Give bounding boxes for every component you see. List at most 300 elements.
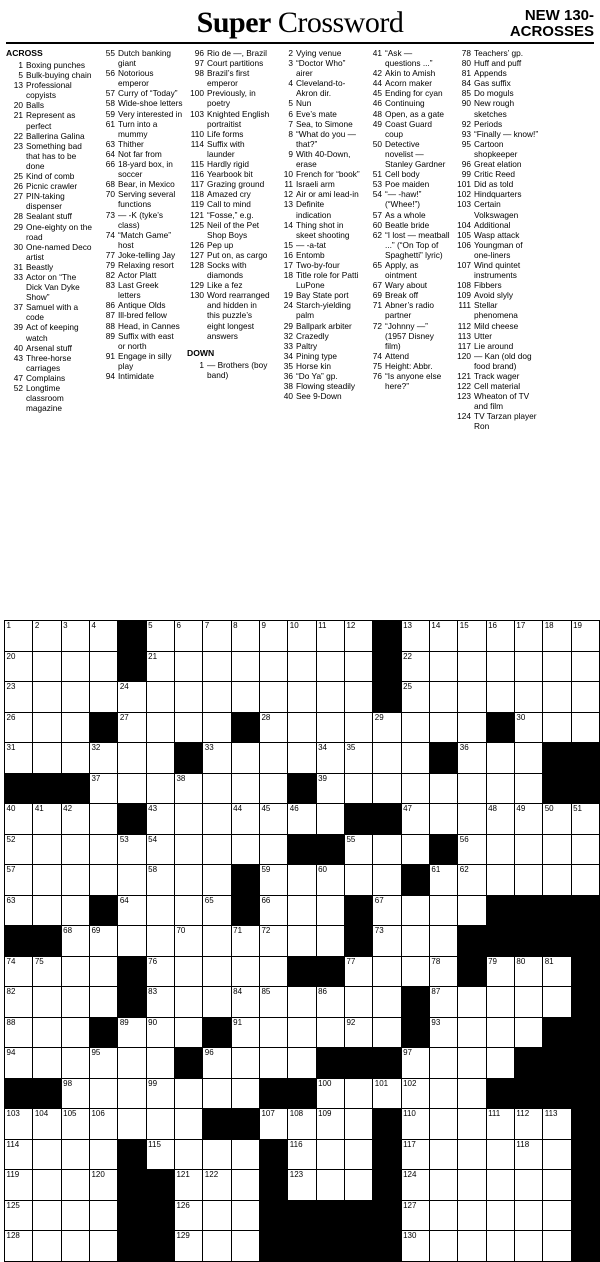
grid-cell[interactable]: [146, 865, 174, 896]
grid-cell[interactable]: [259, 682, 287, 713]
grid-cell[interactable]: [33, 1109, 61, 1140]
grid-cell[interactable]: [458, 1078, 486, 1109]
grid-cell[interactable]: [316, 926, 344, 957]
grid-cell[interactable]: [146, 834, 174, 865]
grid-cell[interactable]: [543, 1109, 571, 1140]
grid-cell[interactable]: [89, 956, 117, 987]
grid-cell[interactable]: [231, 804, 259, 835]
crossword-grid[interactable]: [4, 620, 600, 1262]
grid-cell[interactable]: [288, 987, 316, 1018]
grid-cell[interactable]: [146, 804, 174, 835]
grid-cell[interactable]: [89, 1139, 117, 1170]
grid-cell[interactable]: [203, 804, 231, 835]
grid-cell[interactable]: [5, 712, 33, 743]
grid-cell[interactable]: [5, 804, 33, 835]
grid-cell[interactable]: [61, 834, 89, 865]
grid-cell[interactable]: [5, 865, 33, 896]
grid-cell[interactable]: [486, 1048, 514, 1079]
grid-cell[interactable]: [33, 743, 61, 774]
grid-cell[interactable]: [5, 682, 33, 713]
grid-cell[interactable]: [316, 682, 344, 713]
grid-cell[interactable]: [344, 956, 372, 987]
grid-cell[interactable]: [5, 1231, 33, 1262]
grid-cell[interactable]: [33, 682, 61, 713]
grid-cell[interactable]: [514, 804, 542, 835]
grid-cell[interactable]: [401, 1139, 429, 1170]
grid-cell[interactable]: [89, 651, 117, 682]
grid-cell[interactable]: [259, 651, 287, 682]
grid-cell[interactable]: [203, 926, 231, 957]
grid-cell[interactable]: [429, 1231, 457, 1262]
grid-cell[interactable]: [316, 1139, 344, 1170]
grid-cell[interactable]: [543, 865, 571, 896]
grid-cell[interactable]: [231, 743, 259, 774]
grid-cell[interactable]: [344, 712, 372, 743]
grid-cell[interactable]: [61, 1017, 89, 1048]
grid-cell[interactable]: [5, 895, 33, 926]
grid-cell[interactable]: [231, 773, 259, 804]
grid-cell[interactable]: [174, 987, 202, 1018]
grid-cell[interactable]: [174, 682, 202, 713]
grid-cell[interactable]: [344, 1109, 372, 1140]
grid-cell[interactable]: [486, 773, 514, 804]
grid-cell[interactable]: [146, 773, 174, 804]
grid-cell[interactable]: [231, 1200, 259, 1231]
grid-cell[interactable]: [429, 1109, 457, 1140]
grid-cell[interactable]: [118, 834, 146, 865]
grid-cell[interactable]: [288, 1109, 316, 1140]
grid-cell[interactable]: [5, 987, 33, 1018]
grid-cell[interactable]: [458, 773, 486, 804]
grid-cell[interactable]: [486, 1109, 514, 1140]
grid-cell[interactable]: [458, 804, 486, 835]
grid-cell[interactable]: [543, 804, 571, 835]
grid-cell[interactable]: [514, 1139, 542, 1170]
grid-cell[interactable]: [33, 987, 61, 1018]
grid-cell[interactable]: [33, 1139, 61, 1170]
grid-cell[interactable]: [89, 1048, 117, 1079]
grid-cell[interactable]: [33, 865, 61, 896]
grid-cell[interactable]: [514, 621, 542, 652]
grid-cell[interactable]: [429, 956, 457, 987]
grid-cell[interactable]: [259, 834, 287, 865]
grid-cell[interactable]: [5, 956, 33, 987]
grid-cell[interactable]: [259, 1017, 287, 1048]
grid-cell[interactable]: [429, 682, 457, 713]
grid-cell[interactable]: [61, 682, 89, 713]
grid-cell[interactable]: [5, 834, 33, 865]
grid-cell[interactable]: [401, 1048, 429, 1079]
grid-cell[interactable]: [203, 865, 231, 896]
grid-cell[interactable]: [89, 1231, 117, 1262]
grid-cell[interactable]: [458, 651, 486, 682]
grid-cell[interactable]: [401, 1200, 429, 1231]
grid-cell[interactable]: [203, 1170, 231, 1201]
grid-cell[interactable]: [146, 712, 174, 743]
grid-cell[interactable]: [33, 1048, 61, 1079]
grid-cell[interactable]: [316, 804, 344, 835]
grid-cell[interactable]: [429, 1200, 457, 1231]
grid-cell[interactable]: [458, 987, 486, 1018]
grid-cell[interactable]: [543, 834, 571, 865]
grid-cell[interactable]: [316, 621, 344, 652]
grid-cell[interactable]: [458, 1139, 486, 1170]
grid-cell[interactable]: [514, 956, 542, 987]
grid-cell[interactable]: [146, 682, 174, 713]
grid-cell[interactable]: [429, 1078, 457, 1109]
grid-cell[interactable]: [401, 895, 429, 926]
grid-cell[interactable]: [259, 956, 287, 987]
grid-cell[interactable]: [401, 834, 429, 865]
grid-cell[interactable]: [373, 834, 401, 865]
grid-cell[interactable]: [259, 987, 287, 1018]
grid-cell[interactable]: [231, 1017, 259, 1048]
grid-cell[interactable]: [373, 865, 401, 896]
grid-cell[interactable]: [203, 773, 231, 804]
grid-cell[interactable]: [146, 1017, 174, 1048]
grid-cell[interactable]: [259, 895, 287, 926]
grid-cell[interactable]: [61, 987, 89, 1018]
grid-cell[interactable]: [203, 834, 231, 865]
grid-cell[interactable]: [514, 987, 542, 1018]
grid-cell[interactable]: [33, 1017, 61, 1048]
grid-cell[interactable]: [514, 682, 542, 713]
grid-cell[interactable]: [486, 1017, 514, 1048]
grid-cell[interactable]: [514, 651, 542, 682]
grid-cell[interactable]: [543, 1139, 571, 1170]
grid-cell[interactable]: [231, 926, 259, 957]
grid-cell[interactable]: [458, 1170, 486, 1201]
grid-cell[interactable]: [61, 956, 89, 987]
grid-cell[interactable]: [514, 743, 542, 774]
grid-cell[interactable]: [33, 621, 61, 652]
grid-cell[interactable]: [33, 834, 61, 865]
grid-cell[interactable]: [118, 1109, 146, 1140]
grid-cell[interactable]: [5, 1170, 33, 1201]
grid-cell[interactable]: [61, 1048, 89, 1079]
grid-cell[interactable]: [33, 956, 61, 987]
grid-cell[interactable]: [401, 682, 429, 713]
grid-cell[interactable]: [33, 712, 61, 743]
grid-cell[interactable]: [61, 1109, 89, 1140]
grid-cell[interactable]: [571, 651, 599, 682]
grid-cell[interactable]: [61, 895, 89, 926]
grid-cell[interactable]: [458, 895, 486, 926]
grid-cell[interactable]: [316, 743, 344, 774]
grid-cell[interactable]: [429, 987, 457, 1018]
grid-cell[interactable]: [61, 1200, 89, 1231]
grid-cell[interactable]: [118, 926, 146, 957]
grid-cell[interactable]: [231, 651, 259, 682]
grid-cell[interactable]: [89, 773, 117, 804]
grid-cell[interactable]: [118, 712, 146, 743]
grid-cell[interactable]: [231, 1078, 259, 1109]
grid-cell[interactable]: [33, 1231, 61, 1262]
grid-cell[interactable]: [89, 1109, 117, 1140]
grid-cell[interactable]: [288, 621, 316, 652]
grid-cell[interactable]: [146, 651, 174, 682]
grid-cell[interactable]: [316, 1170, 344, 1201]
grid-cell[interactable]: [458, 621, 486, 652]
grid-cell[interactable]: [316, 1109, 344, 1140]
grid-cell[interactable]: [146, 1139, 174, 1170]
grid-cell[interactable]: [458, 712, 486, 743]
grid-cell[interactable]: [401, 621, 429, 652]
grid-cell[interactable]: [231, 1170, 259, 1201]
grid-cell[interactable]: [316, 773, 344, 804]
grid-cell[interactable]: [571, 865, 599, 896]
grid-cell[interactable]: [259, 804, 287, 835]
grid-cell[interactable]: [5, 621, 33, 652]
grid-cell[interactable]: [203, 743, 231, 774]
grid-cell[interactable]: [259, 1109, 287, 1140]
grid-cell[interactable]: [401, 1170, 429, 1201]
grid-cell[interactable]: [344, 651, 372, 682]
grid-cell[interactable]: [401, 651, 429, 682]
grid-cell[interactable]: [429, 804, 457, 835]
grid-cell[interactable]: [203, 682, 231, 713]
grid-cell[interactable]: [231, 1231, 259, 1262]
grid-cell[interactable]: [486, 1200, 514, 1231]
grid-cell[interactable]: [288, 1048, 316, 1079]
grid-cell[interactable]: [429, 895, 457, 926]
grid-cell[interactable]: [373, 926, 401, 957]
grid-cell[interactable]: [373, 773, 401, 804]
grid-cell[interactable]: [259, 712, 287, 743]
grid-cell[interactable]: [33, 1170, 61, 1201]
grid-cell[interactable]: [429, 621, 457, 652]
grid-cell[interactable]: [89, 682, 117, 713]
grid-cell[interactable]: [486, 1231, 514, 1262]
grid-cell[interactable]: [344, 834, 372, 865]
grid-cell[interactable]: [543, 987, 571, 1018]
grid-cell[interactable]: [174, 1170, 202, 1201]
grid-cell[interactable]: [5, 1109, 33, 1140]
grid-cell[interactable]: [33, 651, 61, 682]
grid-cell[interactable]: [231, 1048, 259, 1079]
grid-cell[interactable]: [514, 1200, 542, 1231]
grid-cell[interactable]: [259, 926, 287, 957]
grid-cell[interactable]: [344, 743, 372, 774]
grid-cell[interactable]: [33, 1200, 61, 1231]
grid-cell[interactable]: [486, 987, 514, 1018]
grid-cell[interactable]: [118, 1078, 146, 1109]
grid-cell[interactable]: [288, 743, 316, 774]
grid-cell[interactable]: [429, 651, 457, 682]
grid-cell[interactable]: [458, 743, 486, 774]
grid-cell[interactable]: [429, 1139, 457, 1170]
grid-cell[interactable]: [146, 743, 174, 774]
grid-cell[interactable]: [146, 1078, 174, 1109]
grid-cell[interactable]: [486, 743, 514, 774]
grid-cell[interactable]: [61, 1139, 89, 1170]
grid-cell[interactable]: [174, 926, 202, 957]
grid-cell[interactable]: [514, 1170, 542, 1201]
grid-cell[interactable]: [543, 956, 571, 987]
grid-cell[interactable]: [458, 1109, 486, 1140]
grid-cell[interactable]: [118, 773, 146, 804]
grid-cell[interactable]: [146, 1109, 174, 1140]
grid-cell[interactable]: [288, 651, 316, 682]
grid-cell[interactable]: [401, 804, 429, 835]
grid-cell[interactable]: [288, 865, 316, 896]
grid-cell[interactable]: [89, 1200, 117, 1231]
grid-cell[interactable]: [373, 895, 401, 926]
grid-cell[interactable]: [174, 621, 202, 652]
grid-cell[interactable]: [203, 1048, 231, 1079]
grid-cell[interactable]: [316, 987, 344, 1018]
grid-cell[interactable]: [429, 773, 457, 804]
grid-cell[interactable]: [486, 621, 514, 652]
grid-cell[interactable]: [33, 895, 61, 926]
grid-cell[interactable]: [33, 804, 61, 835]
grid-cell[interactable]: [203, 651, 231, 682]
grid-cell[interactable]: [373, 743, 401, 774]
grid-cell[interactable]: [373, 956, 401, 987]
grid-cell[interactable]: [61, 743, 89, 774]
grid-cell[interactable]: [458, 1231, 486, 1262]
grid-cell[interactable]: [203, 895, 231, 926]
grid-cell[interactable]: [146, 1048, 174, 1079]
grid-cell[interactable]: [543, 1200, 571, 1231]
grid-cell[interactable]: [61, 804, 89, 835]
grid-cell[interactable]: [118, 1017, 146, 1048]
grid-cell[interactable]: [344, 987, 372, 1018]
grid-cell[interactable]: [146, 987, 174, 1018]
grid-cell[interactable]: [288, 712, 316, 743]
grid-cell[interactable]: [174, 834, 202, 865]
grid-cell[interactable]: [259, 621, 287, 652]
grid-cell[interactable]: [89, 743, 117, 774]
grid-cell[interactable]: [288, 804, 316, 835]
grid-cell[interactable]: [288, 1170, 316, 1201]
grid-cell[interactable]: [231, 956, 259, 987]
grid-cell[interactable]: [486, 804, 514, 835]
grid-cell[interactable]: [61, 926, 89, 957]
grid-cell[interactable]: [373, 1078, 401, 1109]
grid-cell[interactable]: [429, 1170, 457, 1201]
grid-cell[interactable]: [429, 1017, 457, 1048]
grid-cell[interactable]: [146, 895, 174, 926]
grid-cell[interactable]: [514, 1109, 542, 1140]
grid-cell[interactable]: [514, 773, 542, 804]
grid-cell[interactable]: [344, 865, 372, 896]
grid-cell[interactable]: [458, 1017, 486, 1048]
grid-cell[interactable]: [174, 712, 202, 743]
grid-cell[interactable]: [174, 1078, 202, 1109]
grid-cell[interactable]: [543, 651, 571, 682]
grid-cell[interactable]: [259, 773, 287, 804]
grid-cell[interactable]: [429, 1048, 457, 1079]
grid-cell[interactable]: [174, 895, 202, 926]
grid-cell[interactable]: [571, 621, 599, 652]
grid-cell[interactable]: [401, 1078, 429, 1109]
grid-cell[interactable]: [571, 712, 599, 743]
grid-cell[interactable]: [458, 1048, 486, 1079]
grid-cell[interactable]: [5, 1139, 33, 1170]
grid-cell[interactable]: [401, 956, 429, 987]
grid-cell[interactable]: [231, 987, 259, 1018]
grid-cell[interactable]: [543, 1170, 571, 1201]
grid-cell[interactable]: [316, 865, 344, 896]
grid-cell[interactable]: [61, 865, 89, 896]
grid-cell[interactable]: [5, 1017, 33, 1048]
grid-cell[interactable]: [486, 1139, 514, 1170]
grid-cell[interactable]: [5, 1200, 33, 1231]
grid-cell[interactable]: [458, 834, 486, 865]
grid-cell[interactable]: [571, 682, 599, 713]
grid-cell[interactable]: [429, 712, 457, 743]
grid-cell[interactable]: [89, 1170, 117, 1201]
grid-cell[interactable]: [174, 1139, 202, 1170]
grid-cell[interactable]: [486, 956, 514, 987]
grid-cell[interactable]: [344, 1078, 372, 1109]
grid-cell[interactable]: [61, 651, 89, 682]
grid-cell[interactable]: [429, 926, 457, 957]
grid-cell[interactable]: [203, 712, 231, 743]
grid-cell[interactable]: [89, 987, 117, 1018]
grid-cell[interactable]: [5, 651, 33, 682]
grid-cell[interactable]: [288, 926, 316, 957]
grid-cell[interactable]: [146, 956, 174, 987]
grid-cell[interactable]: [373, 1017, 401, 1048]
grid-cell[interactable]: [259, 1048, 287, 1079]
grid-cell[interactable]: [89, 621, 117, 652]
grid-cell[interactable]: [174, 956, 202, 987]
grid-cell[interactable]: [344, 773, 372, 804]
grid-cell[interactable]: [5, 1048, 33, 1079]
grid-cell[interactable]: [373, 987, 401, 1018]
grid-cell[interactable]: [543, 682, 571, 713]
grid-cell[interactable]: [61, 1231, 89, 1262]
grid-cell[interactable]: [118, 895, 146, 926]
grid-cell[interactable]: [118, 743, 146, 774]
grid-cell[interactable]: [118, 682, 146, 713]
grid-cell[interactable]: [316, 1078, 344, 1109]
grid-cell[interactable]: [89, 804, 117, 835]
grid-cell[interactable]: [486, 865, 514, 896]
grid-cell[interactable]: [486, 1170, 514, 1201]
grid-cell[interactable]: [543, 712, 571, 743]
grid-cell[interactable]: [543, 1231, 571, 1262]
grid-cell[interactable]: [174, 804, 202, 835]
grid-cell[interactable]: [174, 651, 202, 682]
grid-cell[interactable]: [231, 834, 259, 865]
grid-cell[interactable]: [401, 712, 429, 743]
grid-cell[interactable]: [458, 1200, 486, 1231]
grid-cell[interactable]: [231, 1139, 259, 1170]
grid-cell[interactable]: [401, 926, 429, 957]
grid-cell[interactable]: [174, 1231, 202, 1262]
grid-cell[interactable]: [5, 743, 33, 774]
grid-cell[interactable]: [288, 682, 316, 713]
grid-cell[interactable]: [344, 1017, 372, 1048]
grid-cell[interactable]: [344, 1139, 372, 1170]
grid-cell[interactable]: [203, 1200, 231, 1231]
grid-cell[interactable]: [401, 743, 429, 774]
grid-cell[interactable]: [288, 1139, 316, 1170]
grid-cell[interactable]: [429, 865, 457, 896]
grid-cell[interactable]: [231, 621, 259, 652]
grid-cell[interactable]: [571, 834, 599, 865]
grid-cell[interactable]: [203, 1231, 231, 1262]
grid-cell[interactable]: [89, 1078, 117, 1109]
grid-cell[interactable]: [174, 865, 202, 896]
grid-cell[interactable]: [571, 804, 599, 835]
grid-cell[interactable]: [231, 682, 259, 713]
grid-cell[interactable]: [401, 773, 429, 804]
grid-cell[interactable]: [316, 895, 344, 926]
